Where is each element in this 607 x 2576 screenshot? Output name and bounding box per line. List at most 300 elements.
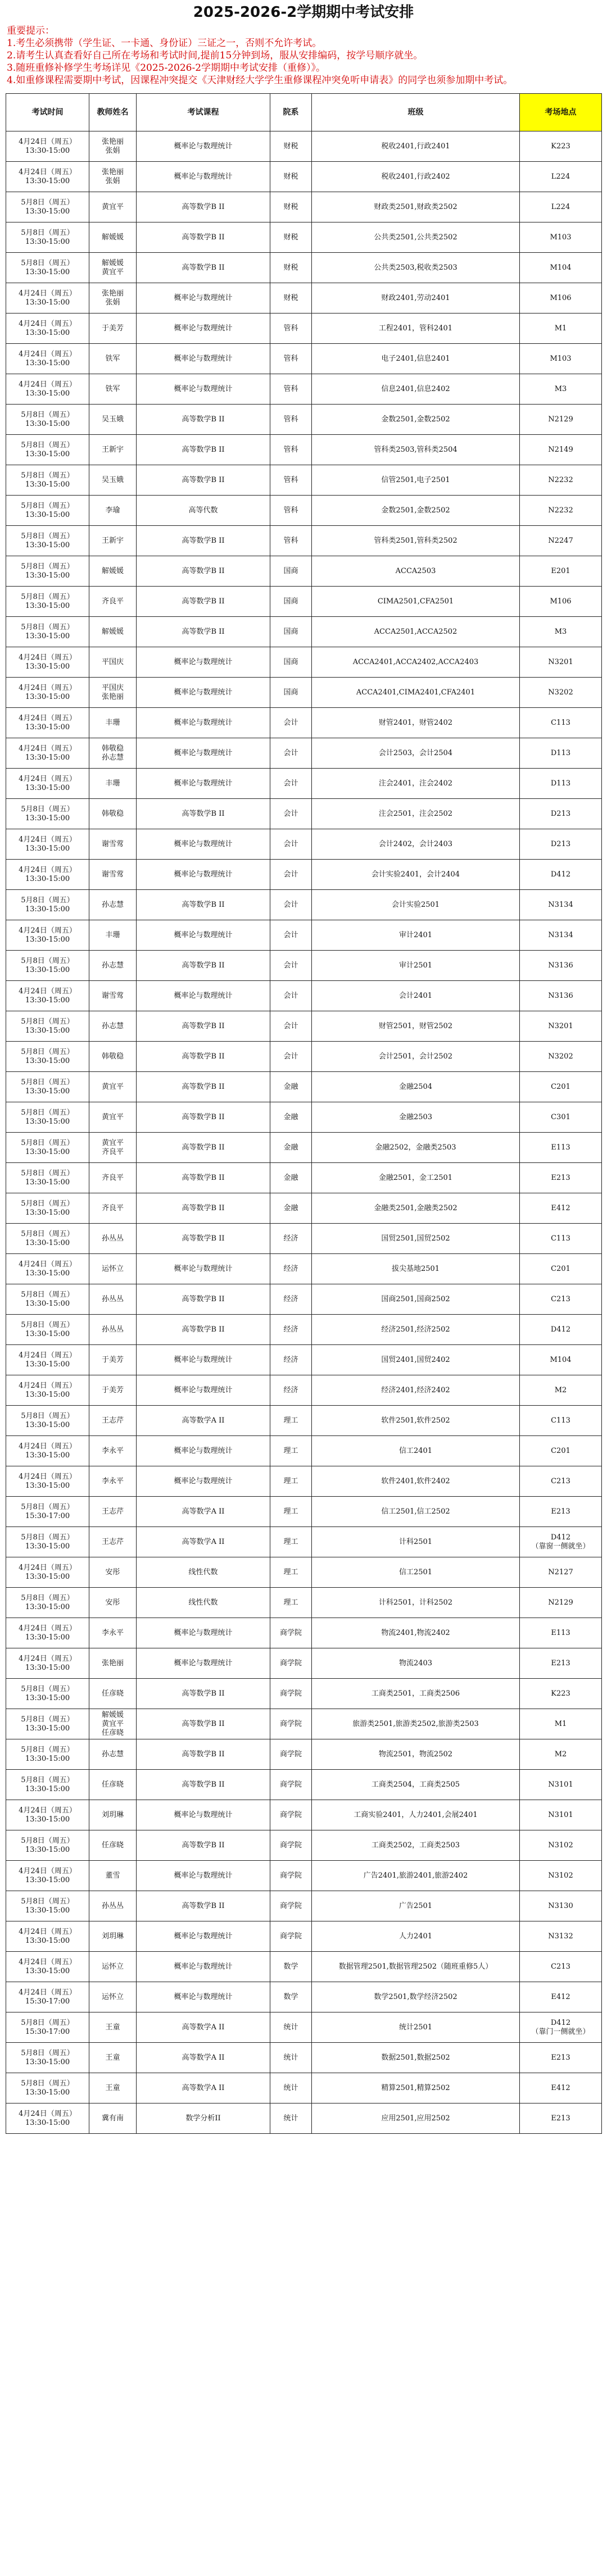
exam-room-cell: M104 xyxy=(520,253,602,283)
table-row xyxy=(6,1284,602,1315)
course-cell: 概率论与数理统计 xyxy=(137,1861,270,1891)
class-cell: 计科2501，计科2502 xyxy=(312,1588,520,1618)
exam-time-cell: 4月24日（周五） 13:30-15:00 xyxy=(6,1861,89,1891)
table-row xyxy=(6,465,602,496)
table-row xyxy=(6,678,602,708)
class-cell: 国贸2501,国贸2502 xyxy=(312,1224,520,1254)
class-cell: 信管2501,电子2501 xyxy=(312,465,520,496)
course-cell: 概率论与数理统计 xyxy=(137,374,270,405)
class-cell: 金融2504 xyxy=(312,1072,520,1102)
class-cell: 工程2401，管科2401 xyxy=(312,314,520,344)
teacher-cell: 铁军 xyxy=(89,344,137,374)
table-row xyxy=(6,1436,602,1466)
class-cell: 金数2501,金数2502 xyxy=(312,405,520,435)
exam-time-cell: 5月8日（周五） 13:30-15:00 xyxy=(6,526,89,556)
table-row xyxy=(6,222,602,253)
class-cell: 工商实验2401，人力2401,会展2401 xyxy=(312,1800,520,1830)
department-cell: 商学院 xyxy=(270,1618,312,1648)
department-cell: 国商 xyxy=(270,647,312,678)
table-row xyxy=(6,769,602,799)
exam-time-cell: 4月24日（周五） 13:30-15:00 xyxy=(6,1648,89,1679)
course-cell: 线性代数 xyxy=(137,1557,270,1588)
exam-table-body xyxy=(6,131,602,2134)
teacher-cell: 张艳丽 张娟 xyxy=(89,283,137,314)
department-cell: 商学院 xyxy=(270,1921,312,1952)
notice-heading: 重要提示： xyxy=(7,25,55,37)
exam-room-cell: D213 xyxy=(520,799,602,829)
department-cell: 管科 xyxy=(270,405,312,435)
course-cell: 高等数学B II xyxy=(137,556,270,587)
exam-time-cell: 4月24日（周五） 13:30-15:00 xyxy=(6,131,89,162)
exam-room-cell: C301 xyxy=(520,1102,602,1133)
department-cell: 经济 xyxy=(270,1345,312,1375)
table-row xyxy=(6,920,602,951)
table-row xyxy=(6,131,602,162)
course-cell: 高等数学B II xyxy=(137,799,270,829)
course-cell: 概率论与数理统计 xyxy=(137,1952,270,1982)
exam-time-cell: 4月24日（周五） 13:30-15:00 xyxy=(6,162,89,192)
teacher-cell: 于美芳 xyxy=(89,314,137,344)
table-row xyxy=(6,1375,602,1406)
exam-time-cell: 4月24日（周五） 13:30-15:00 xyxy=(6,769,89,799)
department-cell: 商学院 xyxy=(270,1800,312,1830)
table-row xyxy=(6,587,602,617)
teacher-cell: 安彤 xyxy=(89,1588,137,1618)
class-cell: 工商类2501，工商类2506 xyxy=(312,1679,520,1709)
table-row xyxy=(6,1739,602,1770)
class-cell: ACCA2401,ACCA2402,ACCA2403 xyxy=(312,647,520,678)
class-cell: 会计2402，会计2403 xyxy=(312,829,520,860)
course-cell: 高等数学B II xyxy=(137,526,270,556)
course-cell: 概率论与数理统计 xyxy=(137,1254,270,1284)
course-cell: 概率论与数理统计 xyxy=(137,1345,270,1375)
course-cell: 高等数学A II xyxy=(137,2012,270,2043)
exam-time-cell: 5月8日（周五） 13:30-15:00 xyxy=(6,1770,89,1800)
table-row xyxy=(6,162,602,192)
class-cell: 会计2401 xyxy=(312,981,520,1011)
exam-room-cell: N2127 xyxy=(520,1557,602,1588)
department-cell: 商学院 xyxy=(270,1861,312,1891)
class-cell: 计科2501 xyxy=(312,1527,520,1557)
table-row xyxy=(6,1891,602,1921)
teacher-cell: 孙丛丛 xyxy=(89,1315,137,1345)
department-cell: 财税 xyxy=(270,192,312,222)
department-cell: 会计 xyxy=(270,860,312,890)
class-cell: 金数2501,金数2502 xyxy=(312,496,520,526)
department-cell: 金融 xyxy=(270,1072,312,1102)
table-row xyxy=(6,1042,602,1072)
exam-room-cell: E213 xyxy=(520,2103,602,2134)
department-cell: 金融 xyxy=(270,1163,312,1193)
exam-time-cell: 5月8日（周五） 13:30-15:00 xyxy=(6,496,89,526)
course-cell: 概率论与数理统计 xyxy=(137,708,270,738)
department-cell: 财税 xyxy=(270,131,312,162)
department-cell: 统计 xyxy=(270,2103,312,2134)
teacher-cell: 谢雪莺 xyxy=(89,829,137,860)
table-row xyxy=(6,1102,602,1133)
exam-time-cell: 5月8日（周五） 13:30-15:00 xyxy=(6,1891,89,1921)
class-cell: 信工2501,信工2502 xyxy=(312,1497,520,1527)
department-cell: 经济 xyxy=(270,1284,312,1315)
course-cell: 概率论与数理统计 xyxy=(137,860,270,890)
exam-room-cell: C213 xyxy=(520,1952,602,1982)
table-row xyxy=(6,1588,602,1618)
table-row xyxy=(6,1224,602,1254)
table-row xyxy=(6,1648,602,1679)
table-row xyxy=(6,981,602,1011)
exam-room-cell: N2129 xyxy=(520,405,602,435)
teacher-cell: 王新宇 xyxy=(89,526,137,556)
teacher-cell: 刘玥琳 xyxy=(89,1921,137,1952)
header-course: 考试课程 xyxy=(137,94,270,131)
exam-time-cell: 4月24日（周五） 13:30-15:00 xyxy=(6,738,89,769)
department-cell: 统计 xyxy=(270,2073,312,2103)
department-cell: 会计 xyxy=(270,920,312,951)
class-cell: 精算2501,精算2502 xyxy=(312,2073,520,2103)
exam-room-cell: K223 xyxy=(520,131,602,162)
exam-room-cell: N2247 xyxy=(520,526,602,556)
teacher-cell: 张艳丽 xyxy=(89,1648,137,1679)
exam-time-cell: 5月8日（周五） 13:30-15:00 xyxy=(6,435,89,465)
department-cell: 国商 xyxy=(270,556,312,587)
course-cell: 概率论与数理统计 xyxy=(137,829,270,860)
exam-time-cell: 5月8日（周五） 13:30-15:00 xyxy=(6,617,89,647)
table-row xyxy=(6,1557,602,1588)
exam-room-cell: C201 xyxy=(520,1254,602,1284)
teacher-cell: 王志芹 xyxy=(89,1406,137,1436)
teacher-cell: 王志芹 xyxy=(89,1527,137,1557)
exam-time-cell: 5月8日（周五） 13:30-15:00 xyxy=(6,2043,89,2073)
exam-time-cell: 4月24日（周五） 13:30-15:00 xyxy=(6,1436,89,1466)
course-cell: 高等数学B II xyxy=(137,1163,270,1193)
teacher-cell: 孙丛丛 xyxy=(89,1284,137,1315)
exam-room-cell: N3201 xyxy=(520,647,602,678)
class-cell: 会计实验2401，会计2404 xyxy=(312,860,520,890)
table-row xyxy=(6,647,602,678)
notice-line: 4.如重修课程需要期中考试，因课程冲突提交《天津财经大学学生重修课程冲突免听申请表》的同学也须参加期中考试。 xyxy=(7,75,513,86)
exam-time-cell: 4月24日（周五） 15:30-17:00 xyxy=(6,1982,89,2012)
exam-time-cell: 5月8日（周五） 13:30-15:00 xyxy=(6,890,89,920)
department-cell: 管科 xyxy=(270,374,312,405)
course-cell: 高等数学B II xyxy=(137,1102,270,1133)
course-cell: 概率论与数理统计 xyxy=(137,738,270,769)
exam-room-cell: N2232 xyxy=(520,496,602,526)
teacher-cell: 铁军 xyxy=(89,374,137,405)
course-cell: 高等数学B II xyxy=(137,1284,270,1315)
department-cell: 经济 xyxy=(270,1224,312,1254)
exam-room-cell: N3202 xyxy=(520,678,602,708)
course-cell: 概率论与数理统计 xyxy=(137,1921,270,1952)
header-teacher: 教师姓名 xyxy=(89,94,137,131)
exam-room-cell: C213 xyxy=(520,1284,602,1315)
class-cell: 工商类2504，工商类2505 xyxy=(312,1770,520,1800)
exam-time-cell: 4月24日（周五） 13:30-15:00 xyxy=(6,344,89,374)
class-cell: 管科类2501,管科类2502 xyxy=(312,526,520,556)
table-row xyxy=(6,1709,602,1739)
department-cell: 商学院 xyxy=(270,1648,312,1679)
teacher-cell: 韩敬稳 xyxy=(89,799,137,829)
course-cell: 高等数学B II xyxy=(137,1133,270,1163)
exam-time-cell: 5月8日（周五） 13:30-15:00 xyxy=(6,465,89,496)
class-cell: 税收2401,行政2402 xyxy=(312,162,520,192)
exam-time-cell: 4月24日（周五） 13:30-15:00 xyxy=(6,829,89,860)
course-cell: 高等数学B II xyxy=(137,1224,270,1254)
table-row xyxy=(6,708,602,738)
department-cell: 会计 xyxy=(270,769,312,799)
teacher-cell: 张艳丽 张娟 xyxy=(89,162,137,192)
exam-time-cell: 5月8日（周五） 13:30-15:00 xyxy=(6,1830,89,1861)
table-row xyxy=(6,1618,602,1648)
exam-time-cell: 4月24日（周五） 13:30-15:00 xyxy=(6,1800,89,1830)
teacher-cell: 任彦晓 xyxy=(89,1679,137,1709)
teacher-cell: 谢雪莺 xyxy=(89,860,137,890)
exam-time-cell: 4月24日（周五） 13:30-15:00 xyxy=(6,708,89,738)
exam-time-cell: 4月24日（周五） 13:30-15:00 xyxy=(6,860,89,890)
course-cell: 高等数学B II xyxy=(137,1891,270,1921)
class-cell: CIMA2501,CFA2501 xyxy=(312,587,520,617)
exam-time-cell: 4月24日（周五） 13:30-15:00 xyxy=(6,920,89,951)
table-row xyxy=(6,192,602,222)
teacher-cell: 运怀立 xyxy=(89,1982,137,2012)
notice-block xyxy=(6,25,601,87)
class-cell: 物流2401,物流2402 xyxy=(312,1618,520,1648)
exam-room-cell: M2 xyxy=(520,1375,602,1406)
department-cell: 理工 xyxy=(270,1588,312,1618)
department-cell: 会计 xyxy=(270,890,312,920)
header-exam-room: 考场地点 xyxy=(520,94,602,131)
course-cell: 高等数学B II xyxy=(137,951,270,981)
table-row xyxy=(6,526,602,556)
department-cell: 管科 xyxy=(270,344,312,374)
course-cell: 概率论与数理统计 xyxy=(137,1982,270,2012)
teacher-cell: 安彤 xyxy=(89,1557,137,1588)
exam-time-cell: 4月24日（周五） 13:30-15:00 xyxy=(6,1952,89,1982)
course-cell: 概率论与数理统计 xyxy=(137,1436,270,1466)
exam-time-cell: 5月8日（周五） 13:30-15:00 xyxy=(6,1527,89,1557)
notice-line: 1.考生必须携带（学生证、一卡通、身份证）三证之一，否则不允许考试。 xyxy=(7,38,322,49)
teacher-cell: 孙丛丛 xyxy=(89,1891,137,1921)
exam-time-cell: 5月8日（周五） 13:30-15:00 xyxy=(6,253,89,283)
table-row xyxy=(6,1193,602,1224)
class-cell: ACCA2401,CIMA2401,CFA2401 xyxy=(312,678,520,708)
course-cell: 概率论与数理统计 xyxy=(137,678,270,708)
course-cell: 高等数学B II xyxy=(137,435,270,465)
department-cell: 经济 xyxy=(270,1254,312,1284)
exam-time-cell: 5月8日（周五） 13:30-15:00 xyxy=(6,2073,89,2103)
course-cell: 高等数学A II xyxy=(137,1497,270,1527)
class-cell: 税收2401,行政2401 xyxy=(312,131,520,162)
teacher-cell: 运怀立 xyxy=(89,1254,137,1284)
exam-time-cell: 4月24日（周五） 13:30-15:00 xyxy=(6,2103,89,2134)
teacher-cell: 解媛媛 黄宜平 任彦晓 xyxy=(89,1709,137,1739)
exam-room-cell: N3102 xyxy=(520,1830,602,1861)
exam-room-cell: E213 xyxy=(520,2043,602,2073)
course-cell: 概率论与数理统计 xyxy=(137,162,270,192)
exam-room-cell: N2129 xyxy=(520,1588,602,1618)
exam-room-cell: N3132 xyxy=(520,1921,602,1952)
teacher-cell: 黄宜平 xyxy=(89,1102,137,1133)
exam-time-cell: 4月24日（周五） 13:30-15:00 xyxy=(6,1466,89,1497)
teacher-cell: 解媛媛 xyxy=(89,617,137,647)
exam-room-cell: C113 xyxy=(520,1224,602,1254)
course-cell: 高等数学B II xyxy=(137,617,270,647)
course-cell: 高等数学B II xyxy=(137,253,270,283)
department-cell: 商学院 xyxy=(270,1891,312,1921)
exam-room-cell: M106 xyxy=(520,587,602,617)
header-class: 班级 xyxy=(312,94,520,131)
exam-room-cell: N3202 xyxy=(520,1042,602,1072)
course-cell: 概率论与数理统计 xyxy=(137,314,270,344)
department-cell: 金融 xyxy=(270,1193,312,1224)
teacher-cell: 王童 xyxy=(89,2073,137,2103)
course-cell: 高等数学B II xyxy=(137,1011,270,1042)
course-cell: 概率论与数理统计 xyxy=(137,769,270,799)
teacher-cell: 解媛媛 xyxy=(89,222,137,253)
class-cell: 金融2501，金工2501 xyxy=(312,1163,520,1193)
class-cell: 数据2501,数据2502 xyxy=(312,2043,520,2073)
department-cell: 理工 xyxy=(270,1436,312,1466)
table-row xyxy=(6,405,602,435)
department-cell: 会计 xyxy=(270,829,312,860)
exam-room-cell: E213 xyxy=(520,1497,602,1527)
teacher-cell: 李永平 xyxy=(89,1466,137,1497)
class-cell: ACCA2501,ACCA2502 xyxy=(312,617,520,647)
table-row xyxy=(6,738,602,769)
exam-room-cell: N3134 xyxy=(520,920,602,951)
table-row xyxy=(6,1800,602,1830)
exam-room-cell: N3102 xyxy=(520,1861,602,1891)
exam-time-cell: 5月8日（周五） 13:30-15:00 xyxy=(6,1315,89,1345)
exam-room-cell: D412 （靠窗一侧就坐） xyxy=(520,1527,602,1557)
exam-time-cell: 5月8日（周五） 13:30-15:00 xyxy=(6,1406,89,1436)
class-cell: 会计实验2501 xyxy=(312,890,520,920)
department-cell: 管科 xyxy=(270,496,312,526)
course-cell: 高等数学B II xyxy=(137,1830,270,1861)
exam-time-cell: 5月8日（周五） 13:30-15:00 xyxy=(6,1284,89,1315)
class-cell: 经济2401,经济2402 xyxy=(312,1375,520,1406)
exam-room-cell: M1 xyxy=(520,1709,602,1739)
teacher-cell: 孙志慧 xyxy=(89,890,137,920)
exam-time-cell: 4月24日（周五） 13:30-15:00 xyxy=(6,981,89,1011)
department-cell: 统计 xyxy=(270,2043,312,2073)
course-cell: 高等数学B II xyxy=(137,192,270,222)
class-cell: 工商类2502，工商类2503 xyxy=(312,1830,520,1861)
table-row xyxy=(6,1679,602,1709)
exam-room-cell: C113 xyxy=(520,708,602,738)
table-row xyxy=(6,283,602,314)
table-row xyxy=(6,344,602,374)
table-row xyxy=(6,1011,602,1042)
class-cell: 会计2503，会计2504 xyxy=(312,738,520,769)
exam-room-cell: C201 xyxy=(520,1436,602,1466)
department-cell: 会计 xyxy=(270,1011,312,1042)
class-cell: 金融类2501,金融类2502 xyxy=(312,1193,520,1224)
department-cell: 财税 xyxy=(270,253,312,283)
teacher-cell: 刘玥琳 xyxy=(89,1800,137,1830)
exam-time-cell: 4月24日（周五） 13:30-15:00 xyxy=(6,1618,89,1648)
course-cell: 概率论与数理统计 xyxy=(137,283,270,314)
table-row xyxy=(6,435,602,465)
teacher-cell: 黄宜平 xyxy=(89,1072,137,1102)
teacher-cell: 谢雪莺 xyxy=(89,981,137,1011)
teacher-cell: 孙志慧 xyxy=(89,1739,137,1770)
exam-time-cell: 5月8日（周五） 13:30-15:00 xyxy=(6,1072,89,1102)
table-row xyxy=(6,496,602,526)
exam-time-cell: 4月24日（周五） 13:30-15:00 xyxy=(6,1254,89,1284)
exam-time-cell: 5月8日（周五） 15:30-17:00 xyxy=(6,2012,89,2043)
teacher-cell: 孙丛丛 xyxy=(89,1224,137,1254)
exam-time-cell: 4月24日（周五） 13:30-15:00 xyxy=(6,647,89,678)
class-cell: 金融2503 xyxy=(312,1102,520,1133)
exam-room-cell: N3101 xyxy=(520,1800,602,1830)
exam-room-cell: E412 xyxy=(520,2073,602,2103)
exam-room-cell: C113 xyxy=(520,1406,602,1436)
course-cell: 概率论与数理统计 xyxy=(137,647,270,678)
exam-room-cell: M1 xyxy=(520,314,602,344)
class-cell: 物流2501，物流2502 xyxy=(312,1739,520,1770)
exam-time-cell: 4月24日（周五） 13:30-15:00 xyxy=(6,283,89,314)
exam-time-cell: 5月8日（周五） 13:30-15:00 xyxy=(6,405,89,435)
table-row xyxy=(6,829,602,860)
department-cell: 商学院 xyxy=(270,1739,312,1770)
table-row xyxy=(6,951,602,981)
exam-room-cell: N3201 xyxy=(520,1011,602,1042)
exam-room-cell: E113 xyxy=(520,1133,602,1163)
department-cell: 商学院 xyxy=(270,1770,312,1800)
exam-time-cell: 5月8日（周五） 15:30-17:00 xyxy=(6,1497,89,1527)
exam-time-cell: 4月24日（周五） 13:30-15:00 xyxy=(6,374,89,405)
table-row xyxy=(6,1830,602,1861)
class-cell: 注会2401，注会2402 xyxy=(312,769,520,799)
teacher-cell: 丰珊 xyxy=(89,920,137,951)
exam-time-cell: 5月8日（周五） 13:30-15:00 xyxy=(6,1739,89,1770)
class-cell: 公共类2501,公共类2502 xyxy=(312,222,520,253)
page-title: 2025-2026-2学期期中考试安排 xyxy=(193,4,414,21)
teacher-cell: 黄宜平 xyxy=(89,192,137,222)
course-cell: 概率论与数理统计 xyxy=(137,1800,270,1830)
department-cell: 理工 xyxy=(270,1466,312,1497)
department-cell: 金融 xyxy=(270,1133,312,1163)
department-cell: 金融 xyxy=(270,1102,312,1133)
exam-room-cell: N3130 xyxy=(520,1891,602,1921)
table-row xyxy=(6,1406,602,1436)
table-row xyxy=(6,1072,602,1102)
department-cell: 理工 xyxy=(270,1557,312,1588)
course-cell: 概率论与数理统计 xyxy=(137,344,270,374)
course-cell: 高等数学B II xyxy=(137,587,270,617)
class-cell: 拔尖基地2501 xyxy=(312,1254,520,1284)
teacher-cell: 韩敬稳 孙志慧 xyxy=(89,738,137,769)
exam-room-cell: D412 xyxy=(520,860,602,890)
class-cell: ACCA2503 xyxy=(312,556,520,587)
course-cell: 高等数学B II xyxy=(137,890,270,920)
class-cell: 公共类2503,税收类2503 xyxy=(312,253,520,283)
table-row xyxy=(6,556,602,587)
exam-time-cell: 5月8日（周五） 13:30-15:00 xyxy=(6,222,89,253)
teacher-cell: 冀有南 xyxy=(89,2103,137,2134)
course-cell: 高等数学A II xyxy=(137,1406,270,1436)
teacher-cell: 黄宜平 齐良平 xyxy=(89,1133,137,1163)
teacher-cell: 李永平 xyxy=(89,1618,137,1648)
department-cell: 管科 xyxy=(270,314,312,344)
class-cell: 软件2401,软件2402 xyxy=(312,1466,520,1497)
department-cell: 会计 xyxy=(270,738,312,769)
department-cell: 数学 xyxy=(270,1952,312,1982)
class-cell: 财管2401，财管2402 xyxy=(312,708,520,738)
course-cell: 高等数学B II xyxy=(137,1315,270,1345)
notice-line: 3.随班重修补修学生考场详见《2025-2026-2学期期中考试安排（重修）》。 xyxy=(7,62,326,74)
table-row xyxy=(6,617,602,647)
